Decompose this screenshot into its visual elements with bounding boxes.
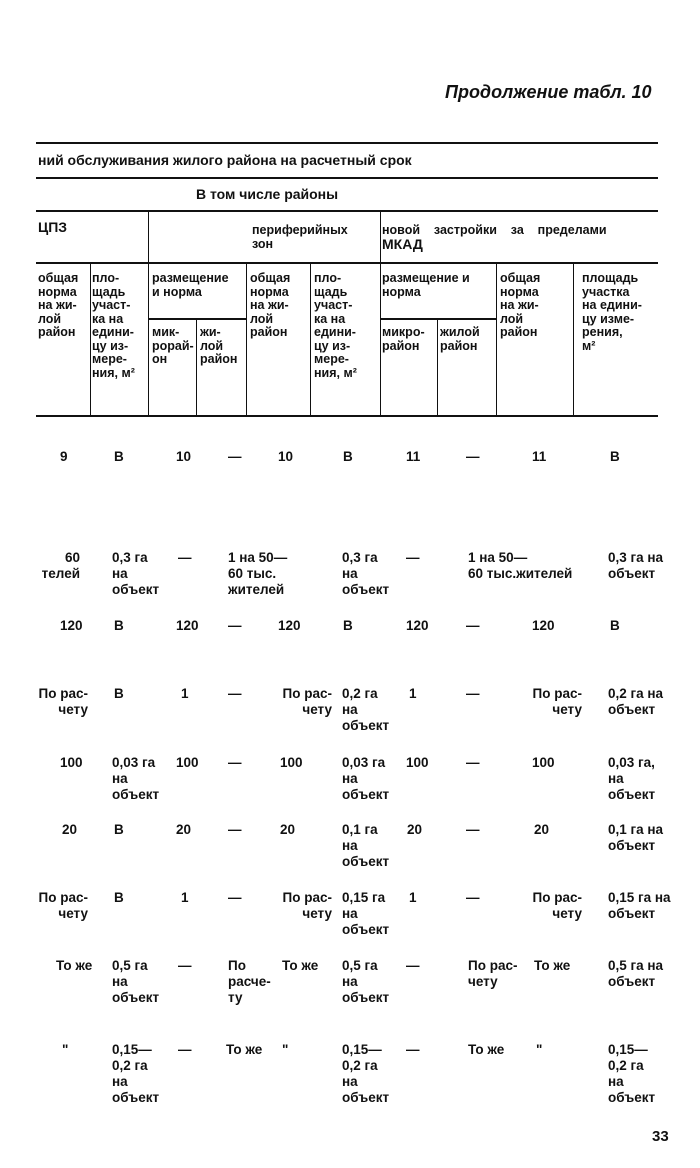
table-cell: 1 на 50— 60 тыс.жителей [468,550,573,581]
rule-sub-split-right [380,318,496,320]
col-divider [90,262,91,415]
rule-top [36,142,658,144]
table-cell: В [114,822,124,837]
column-header: жилой район [440,325,480,353]
table-cell: — [228,686,242,701]
table-cell: 1 [409,686,417,701]
table-cell: По рас- чету [38,890,88,921]
table-cell: 100 [176,755,199,770]
column-header: общая норма на жи- лой район [38,271,79,339]
column-header: размещение и норма [152,271,229,299]
table-cell: В [610,449,620,464]
table-cell: В [114,449,124,464]
col-divider [573,262,574,415]
table-cell: По расче- ту [228,958,271,1005]
table-cell: — [466,890,480,905]
table-cell: То же [468,1042,505,1057]
table-cell: " [62,1042,69,1057]
table-cell: 0,5 га на объект [342,958,390,1005]
sub-header: В том числе районы [196,186,339,202]
table-cell: 120 [532,618,555,633]
table-cell: По рас- чету [282,686,332,717]
group-header-cpz: ЦПЗ [38,219,68,235]
table-cell: 11 [406,449,421,464]
table-caption: Продолжение табл. 10 [445,82,652,102]
table-cell: — [406,1042,420,1057]
col-divider [437,318,438,415]
table-cell: — [466,449,480,464]
table-cell: 20 [407,822,423,837]
table-cell: 120 [176,618,199,633]
group-header-new: новой застройки за пределами [382,223,607,237]
table-cell: 0,15— 0,2 га на объект [342,1042,390,1105]
rule-groups [36,262,658,264]
rule-span [36,177,658,179]
col-divider [148,210,149,415]
rule-sub [36,210,658,212]
group-header-periphery: периферийных зон [252,223,348,251]
column-header: микро- район [382,325,425,353]
table-cell: 9 [60,449,68,464]
table-cell: — [406,958,420,973]
table-cell: 0,1 га на объект [608,822,664,853]
table-cell: 0,03 га на объект [112,755,160,802]
table-cell: 10 [176,449,192,464]
table-cell: По рас- чету [282,890,332,921]
table-cell: — [178,958,192,973]
table-cell: 0,5 га на объект [608,958,664,989]
table-cell: 20 [62,822,78,837]
table-cell: То же [226,1042,263,1057]
table-cell: 0,5 га на объект [112,958,160,1005]
table-cell: По рас- чету [532,890,582,921]
table-cell: — [228,755,242,770]
table-cell: — [178,1042,192,1057]
table-cell: 11 [532,449,547,464]
col-divider [246,262,247,415]
rule-header-bottom [36,415,658,417]
table-cell: 10 [278,449,294,464]
col-divider [310,262,311,415]
table-cell: 100 [532,755,555,770]
column-header: размещение и норма [382,271,470,299]
table-cell: 0,2 га на объект [608,686,664,717]
table-cell: В [610,618,620,633]
table-cell: В [114,686,124,701]
table-cell: 0,15 га на объект [608,890,671,921]
span-header: ний обслуживания жилого района на расчетный срок [38,152,412,168]
table-cell: — [228,449,242,464]
table-cell: 0,03 га, на объект [608,755,656,802]
table-cell: 100 [60,755,83,770]
column-header: общая норма на жи- лой район [500,271,541,339]
table-cell: 1 [409,890,417,905]
table-cell: То же [282,958,319,973]
table-cell: В [114,890,124,905]
table-cell: 0,03 га на объект [342,755,390,802]
table-cell: — [466,686,480,701]
table-cell: " [282,1042,289,1057]
table-cell: 1 [181,686,189,701]
table-cell: — [228,822,242,837]
table-cell: В [114,618,124,633]
column-header: пло- щадь участ- ка на едини- цу из- мере- ния, м² [92,271,135,380]
table-cell: 1 [181,890,189,905]
page-number: 33 [652,1128,669,1145]
col-divider [496,262,497,415]
table-cell: 1 на 50— 60 тыс. жителей [228,550,288,597]
table-cell: 0,15— 0,2 га на объект [608,1042,656,1105]
table-cell: То же [534,958,571,973]
col-divider [380,210,381,415]
table-cell: 60 телей [41,550,80,581]
table-cell: 120 [406,618,429,633]
table-cell: — [466,755,480,770]
column-header: пло- щадь участ- ка на едини- цу из- мере- ния, м² [314,271,357,380]
rule-sub-split-left [148,318,246,320]
table-cell: То же [56,958,93,973]
table-cell: 20 [176,822,192,837]
table-cell: 0,3 га на объект [342,550,390,597]
table-cell: В [343,618,353,633]
col-divider [196,318,197,415]
table-cell: 100 [406,755,429,770]
table-cell: — [466,618,480,633]
table-cell: — [406,550,420,565]
table-cell: — [178,550,192,565]
table-cell: По рас- чету [468,958,518,989]
table-cell: 0,15— 0,2 га на объект [112,1042,160,1105]
table-cell: — [228,890,242,905]
table-cell: " [536,1042,543,1057]
column-header: площадь участка на едини- цу изме- рения, м² [582,271,642,353]
table-cell: По рас- чету [532,686,582,717]
column-header: общая норма на жи- лой район [250,271,291,339]
table-cell: 20 [534,822,550,837]
table-cell: 0,15 га на объект [342,890,390,937]
table-cell: 20 [280,822,296,837]
group-header-new-line2: МКАД [382,236,423,252]
table-cell: По рас- чету [38,686,88,717]
column-header: мик- рорай- он [152,325,194,366]
table-cell: 0,3 га на объект [608,550,664,581]
table-cell: 120 [60,618,83,633]
column-header: жи- лой район [200,325,238,366]
table-cell: 100 [280,755,303,770]
table-cell: — [466,822,480,837]
table-cell: 0,3 га на объект [112,550,160,597]
table-cell: 120 [278,618,301,633]
table-cell: 0,2 га на объект [342,686,390,733]
table-cell: В [343,449,353,464]
table-cell: 0,1 га на объект [342,822,390,869]
table-cell: — [228,618,242,633]
